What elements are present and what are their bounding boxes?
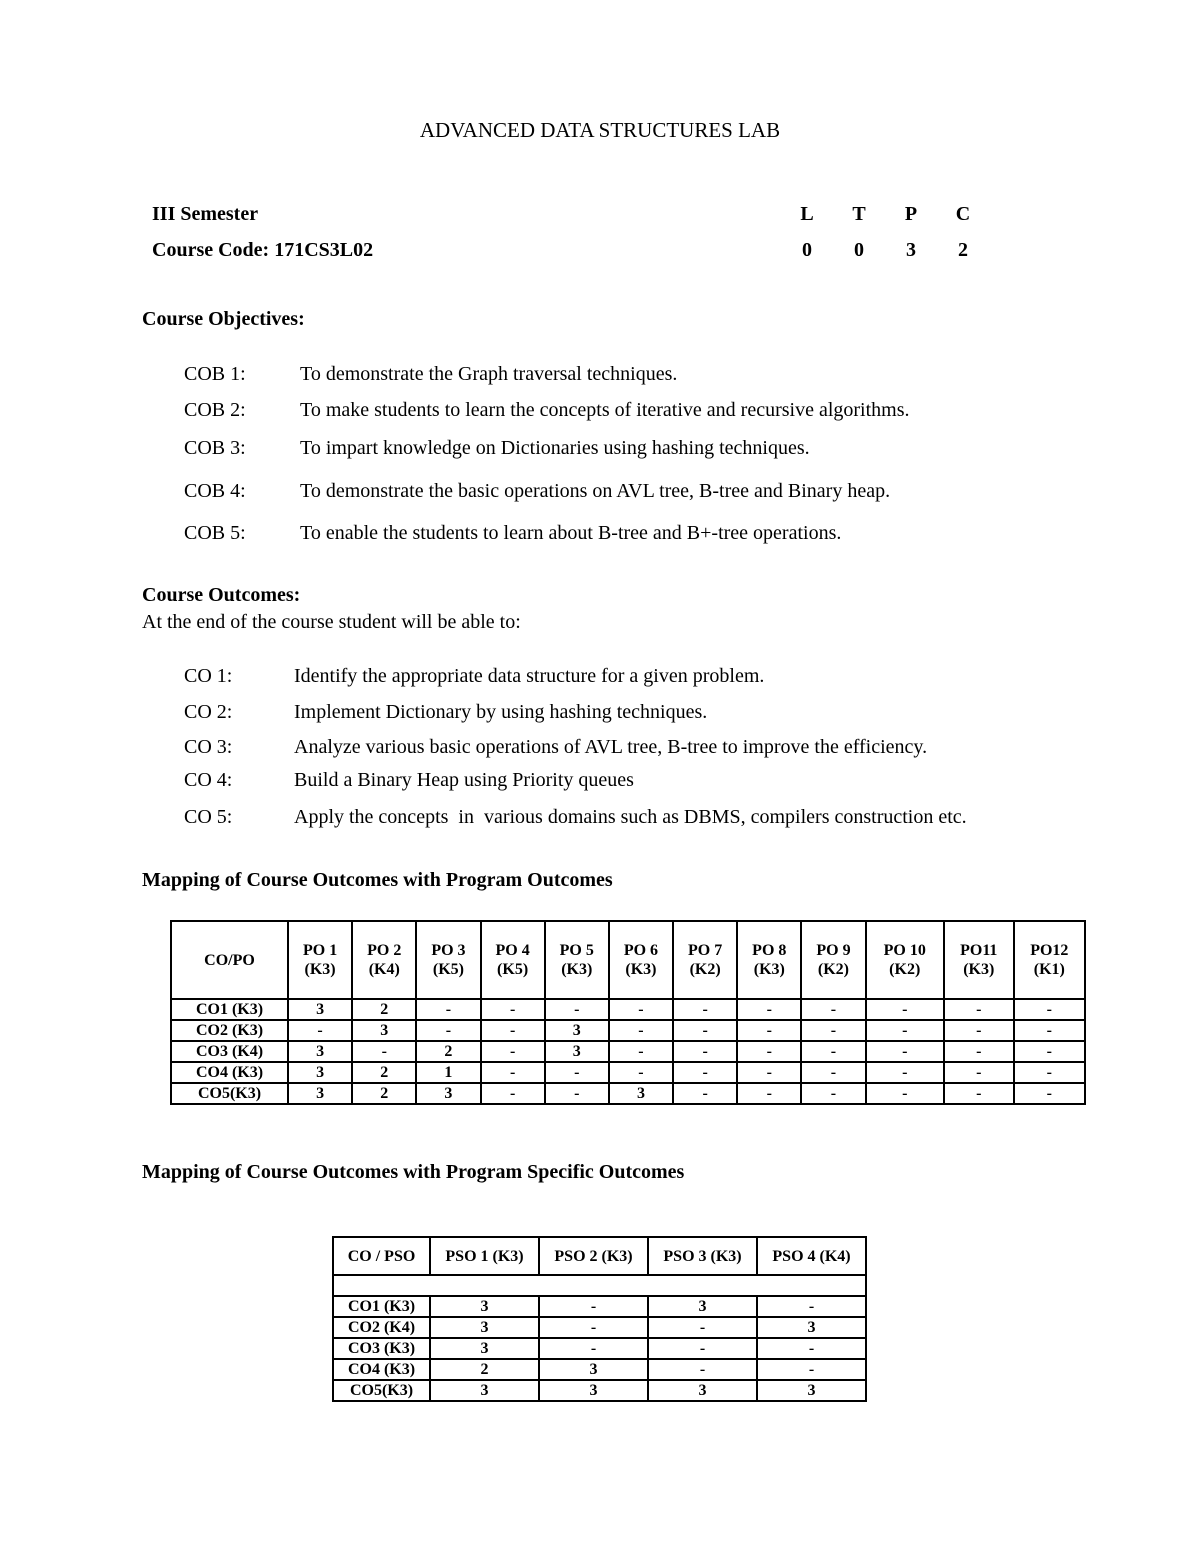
table-cell: - — [416, 1020, 480, 1041]
ltpc-label-l: L — [800, 203, 814, 225]
table-cell: - — [352, 1041, 416, 1062]
table-column-header — [545, 921, 609, 999]
column-level: (K4) — [368, 961, 400, 978]
column-label: PO 2 — [367, 942, 402, 959]
table-header-row — [333, 1237, 866, 1275]
table-column-header — [416, 921, 480, 999]
course-code: Course Code: 171CS3L02 — [152, 239, 374, 261]
table-column-header — [801, 921, 865, 999]
table-row — [171, 1041, 1085, 1062]
table-row — [333, 1359, 866, 1380]
outcome-code: CO 4: — [184, 769, 233, 791]
column-label: PO 8 — [752, 942, 787, 959]
table-cell: - — [545, 1062, 609, 1083]
table-row — [171, 1083, 1085, 1104]
outcome-text: Implement Dictionary by using hashing techniques. — [294, 701, 708, 723]
table-cell: - — [648, 1359, 757, 1380]
table-cell: - — [648, 1317, 757, 1338]
table-cell: 2 — [352, 1083, 416, 1104]
table-cell: 3 — [539, 1380, 648, 1401]
table-cell: - — [1014, 1062, 1085, 1083]
table-cell: - — [737, 999, 801, 1020]
table-cell: - — [481, 1020, 545, 1041]
column-label: PO 10 — [883, 942, 926, 959]
table-cell: 3 — [352, 1020, 416, 1041]
table-cell: - — [944, 1020, 1014, 1041]
column-level: (K5) — [497, 961, 529, 978]
table-cell: - — [944, 1041, 1014, 1062]
table-cell: - — [866, 1041, 944, 1062]
objective-text: To demonstrate the Graph traversal techniques. — [300, 363, 678, 385]
column-level: (K3) — [561, 961, 593, 978]
row-label: CO1 (K3) — [333, 1296, 430, 1317]
ltpc-value-c: 2 — [958, 239, 968, 261]
ltpc-value-t: 0 — [854, 239, 864, 261]
outcomes-heading: Course Outcomes: — [142, 584, 301, 606]
table-cell: - — [539, 1317, 648, 1338]
outcome-text: Build a Binary Heap using Priority queues — [294, 769, 634, 791]
table-cell: - — [944, 999, 1014, 1020]
table-row — [333, 1338, 866, 1359]
objective-code: COB 5: — [184, 522, 246, 544]
column-label: PO 7 — [688, 942, 723, 959]
table-cell: 3 — [545, 1041, 609, 1062]
table-cell: - — [673, 999, 737, 1020]
ltpc-value-p: 3 — [906, 239, 916, 261]
column-level: (K5) — [432, 961, 464, 978]
objective-text: To demonstrate the basic operations on AVL tree, B-tree and Binary heap. — [300, 480, 891, 502]
table-cell: 3 — [648, 1296, 757, 1317]
table-row — [171, 999, 1085, 1020]
table-cell: - — [801, 1083, 865, 1104]
table-cell: - — [481, 1041, 545, 1062]
table-cell: - — [673, 1083, 737, 1104]
table-cell: 1 — [416, 1062, 480, 1083]
table-cell: - — [609, 999, 673, 1020]
table-column-header: PSO 2 (K3) — [539, 1237, 648, 1275]
table-cell: - — [866, 999, 944, 1020]
table-cell: 3 — [288, 999, 352, 1020]
column-label: PO 9 — [816, 942, 851, 959]
table-cell: - — [737, 1062, 801, 1083]
ltpc-label-t: T — [852, 203, 866, 225]
table-row — [333, 1317, 866, 1338]
table-cell: - — [539, 1338, 648, 1359]
column-label: PO12 — [1030, 942, 1069, 959]
column-level: (K2) — [689, 961, 721, 978]
table-cell: - — [866, 1083, 944, 1104]
row-label: CO2 (K3) — [171, 1020, 288, 1041]
table-cell: - — [673, 1020, 737, 1041]
table-row — [171, 1062, 1085, 1083]
table-cell: - — [737, 1083, 801, 1104]
table-column-header — [944, 921, 1014, 999]
column-label: PO 4 — [495, 942, 530, 959]
table-cell: 2 — [352, 999, 416, 1020]
column-label: PO11 — [960, 942, 998, 959]
table-column-header: PSO 4 (K4) — [757, 1237, 866, 1275]
table-column-header — [481, 921, 545, 999]
table-row — [333, 1380, 866, 1401]
page-title: ADVANCED DATA STRUCTURES LAB — [419, 118, 781, 142]
row-label: CO4 (K3) — [333, 1359, 430, 1380]
table-cell: - — [757, 1359, 866, 1380]
column-level: (K2) — [889, 961, 921, 978]
outcome-text: Apply the concepts in various domains such as DBMS, compilers construction etc. — [294, 806, 967, 828]
table-cell: 3 — [609, 1083, 673, 1104]
column-level: (K3) — [625, 961, 657, 978]
table-column-header — [609, 921, 673, 999]
table-cell: - — [609, 1062, 673, 1083]
row-label: CO3 (K3) — [333, 1338, 430, 1359]
ltpc-label-p: P — [904, 203, 918, 225]
table-cell: 3 — [416, 1083, 480, 1104]
table-cell: 3 — [757, 1380, 866, 1401]
table-cell: 3 — [648, 1380, 757, 1401]
outcome-code: CO 5: — [184, 806, 233, 828]
table-cell: - — [737, 1020, 801, 1041]
column-label: PO 1 — [302, 942, 338, 959]
table-cell: - — [609, 1020, 673, 1041]
table-cell: 3 — [288, 1062, 352, 1083]
table-column-header — [288, 921, 352, 999]
row-label: CO5(K3) — [171, 1083, 288, 1104]
table-cell: - — [801, 1020, 865, 1041]
outcome-code: CO 2: — [184, 701, 233, 723]
objective-code: COB 3: — [184, 437, 246, 459]
column-level: (K3) — [304, 961, 336, 978]
pso-mapping-heading: Mapping of Course Outcomes with Program Specific Outcomes — [142, 1161, 685, 1183]
table-cell: 3 — [430, 1317, 539, 1338]
row-label: CO3 (K4) — [171, 1041, 288, 1062]
table-spacer-row — [333, 1275, 866, 1296]
semester-label: III Semester — [152, 203, 259, 225]
table-cell: 3 — [288, 1083, 352, 1104]
table-cell: 2 — [416, 1041, 480, 1062]
column-label: PO 5 — [559, 942, 594, 959]
objective-text: To enable the students to learn about B-tree and B+-tree operations. — [300, 522, 842, 544]
table-cell: - — [801, 999, 865, 1020]
table-cell: - — [288, 1020, 352, 1041]
table-cell: - — [866, 1062, 944, 1083]
table-column-header: PSO 3 (K3) — [648, 1237, 757, 1275]
table-cell: 3 — [430, 1380, 539, 1401]
table-spacer-cell — [333, 1275, 866, 1296]
table-cell: 3 — [430, 1296, 539, 1317]
table-row — [333, 1296, 866, 1317]
row-label: CO4 (K3) — [171, 1062, 288, 1083]
column-level: (K2) — [817, 961, 850, 978]
table-cell: - — [1014, 999, 1085, 1020]
table-header-row — [171, 921, 1085, 999]
table-cell: - — [648, 1338, 757, 1359]
row-label: CO2 (K4) — [333, 1317, 430, 1338]
row-label: CO1 (K3) — [171, 999, 288, 1020]
table-cell: - — [944, 1062, 1014, 1083]
table-cell: 3 — [288, 1041, 352, 1062]
table-cell: - — [737, 1041, 801, 1062]
table-column-header: PSO 1 (K3) — [430, 1237, 539, 1275]
table-cell: - — [801, 1041, 865, 1062]
outcome-code: CO 3: — [184, 736, 233, 758]
table-corner-cell: CO/PO — [171, 921, 288, 999]
table-cell: 3 — [539, 1359, 648, 1380]
column-label: PO 6 — [623, 942, 659, 959]
table-cell: 2 — [430, 1359, 539, 1380]
table-cell: - — [757, 1338, 866, 1359]
objectives-heading: Course Objectives: — [142, 308, 305, 330]
objective-code: COB 2: — [184, 399, 246, 421]
po-mapping-heading: Mapping of Course Outcomes with Program Outcomes — [142, 869, 613, 891]
table-corner-cell: CO / PSO — [333, 1237, 430, 1275]
table-cell: - — [673, 1041, 737, 1062]
objective-code: COB 4: — [184, 480, 246, 502]
table-cell: - — [545, 999, 609, 1020]
po-mapping-table — [170, 920, 1086, 1105]
table-cell: - — [944, 1083, 1014, 1104]
table-cell: - — [481, 1083, 545, 1104]
outcome-text: Identify the appropriate data structure for a given problem. — [294, 665, 765, 687]
objective-text: To impart knowledge on Dictionaries using hashing techniques. — [300, 437, 810, 459]
outcomes-intro: At the end of the course student will be able to: — [142, 611, 521, 633]
column-label: PO 3 — [431, 942, 466, 959]
table-cell: - — [481, 1062, 545, 1083]
ltpc-value-l: 0 — [802, 239, 812, 261]
table-column-header — [352, 921, 416, 999]
pso-mapping-table — [332, 1236, 867, 1402]
table-cell: - — [757, 1296, 866, 1317]
column-level: (K3) — [963, 961, 995, 978]
table-cell: - — [609, 1041, 673, 1062]
objective-text: To make students to learn the concepts of iterative and recursive algorithms. — [300, 399, 910, 421]
table-column-header — [673, 921, 737, 999]
table-cell: 3 — [430, 1338, 539, 1359]
outcome-code: CO 1: — [184, 665, 233, 687]
table-column-header — [866, 921, 944, 999]
column-level: (K3) — [753, 961, 785, 978]
outcome-text: Analyze various basic operations of AVL tree, B-tree to improve the efficiency. — [294, 736, 928, 758]
table-cell: - — [1014, 1020, 1085, 1041]
table-row — [171, 1020, 1085, 1041]
table-cell: - — [801, 1062, 865, 1083]
ltpc-label-c: C — [955, 203, 971, 225]
column-level: (K1) — [1033, 961, 1065, 978]
table-cell: - — [481, 999, 545, 1020]
table-cell: - — [545, 1083, 609, 1104]
table-cell: - — [1014, 1041, 1085, 1062]
table-column-header — [1014, 921, 1085, 999]
table-cell: 3 — [545, 1020, 609, 1041]
table-cell: - — [416, 999, 480, 1020]
objective-code: COB 1: — [184, 363, 246, 385]
table-cell: - — [1014, 1083, 1085, 1104]
table-cell: 2 — [352, 1062, 416, 1083]
table-cell: - — [539, 1296, 648, 1317]
table-cell: - — [866, 1020, 944, 1041]
table-cell: - — [673, 1062, 737, 1083]
table-column-header — [737, 921, 801, 999]
row-label: CO5(K3) — [333, 1380, 430, 1401]
table-cell: 3 — [757, 1317, 866, 1338]
